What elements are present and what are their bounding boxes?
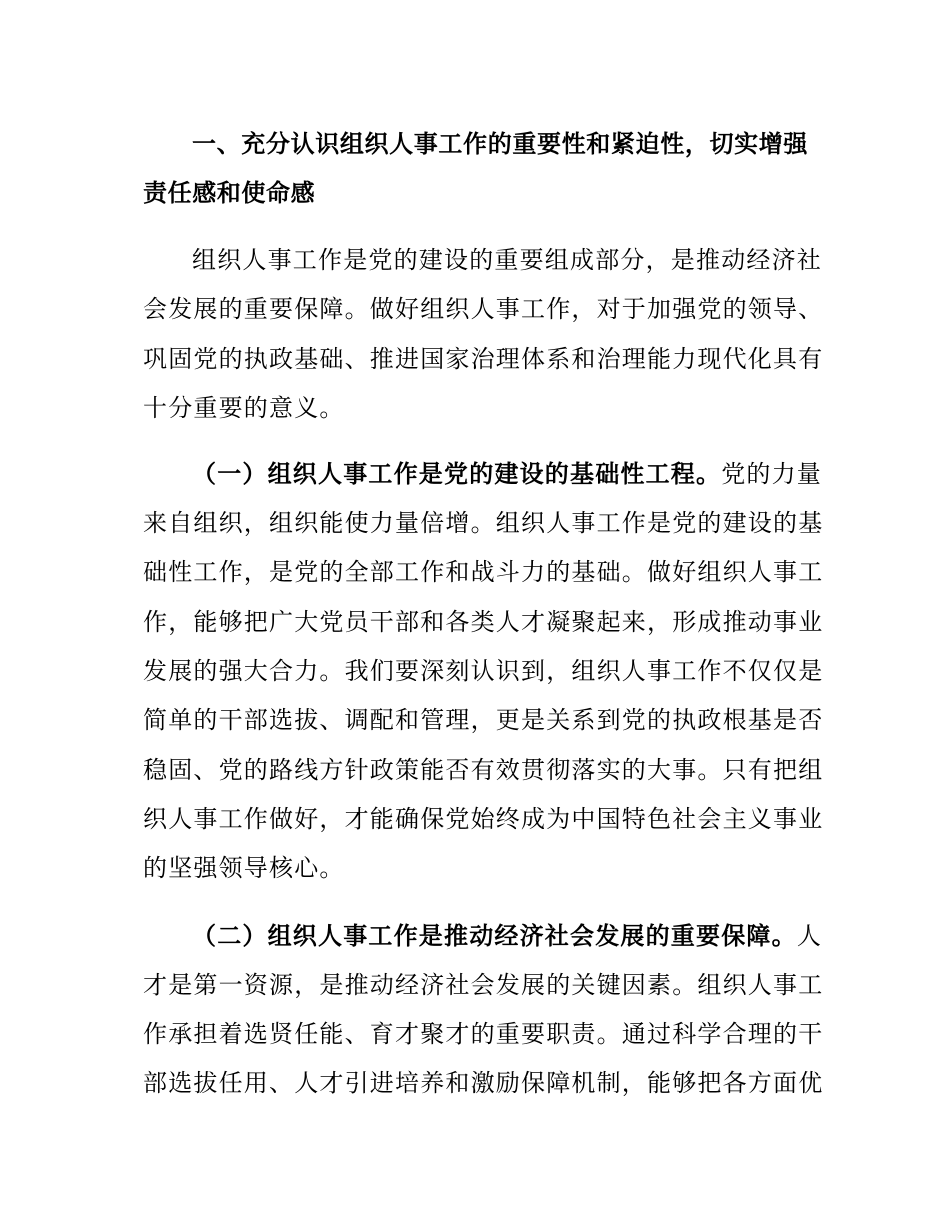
subsection-2-first-line-rest: 人	[796, 922, 823, 950]
subsection-1-first-line	[192, 454, 823, 494]
subsection-1-title: （一）组织人事工作是党的建设的基础性工程。	[192, 460, 722, 488]
subsection-2-line: 部选拔任用、人才引进培养和激励保障机制，能够把各方面优	[143, 1069, 824, 1097]
subsection-1-line: 织人事工作做好，才能确保党始终成为中国特色社会主义事业	[143, 805, 824, 833]
section-heading-line-1: 一、充分认识组织人事工作的重要性和紧迫性，切实增强	[192, 130, 808, 158]
intro-paragraph-line: 会发展的重要保障。做好组织人事工作，对于加强党的领导、	[143, 295, 824, 323]
subsection-1-line: 发展的强大合力。我们要深刻认识到，组织人事工作不仅仅是	[143, 657, 824, 685]
subsection-2-first-line	[192, 916, 823, 956]
subsection-1-line: 简单的干部选拔、调配和管理，更是关系到党的执政根基是否	[143, 706, 824, 734]
subsection-1-line: 稳固、党的路线方针政策能否有效贯彻落实的大事。只有把组	[143, 756, 824, 784]
subsection-2-line: 作承担着选贤任能、育才聚才的重要职责。通过科学合理的干	[143, 1020, 824, 1048]
subsection-1-first-line-rest: 党的力量	[721, 460, 823, 488]
subsection-1-line: 作，能够把广大党员干部和各类人才凝聚起来，形成推动事业	[143, 608, 824, 636]
subsection-2-title: （二）组织人事工作是推动经济社会发展的重要保障。	[192, 922, 797, 950]
intro-paragraph-line: 十分重要的意义。	[143, 394, 345, 422]
subsection-1-line: 来自组织，组织能使力量倍增。组织人事工作是党的建设的基	[143, 509, 824, 537]
subsection-1-line: 的坚强领导核心。	[143, 854, 345, 882]
subsection-2-line: 才是第一资源，是推动经济社会发展的关键因素。组织人事工	[143, 971, 824, 999]
section-heading-line-2: 责任感和使命感	[143, 179, 316, 207]
intro-paragraph-line: 组织人事工作是党的建设的重要组成部分，是推动经济社	[192, 246, 822, 274]
subsection-1-line: 础性工作，是党的全部工作和战斗力的基础。做好组织人事工	[143, 558, 824, 586]
intro-paragraph-line: 巩固党的执政基础、推进国家治理体系和治理能力现代化具有	[143, 345, 824, 373]
